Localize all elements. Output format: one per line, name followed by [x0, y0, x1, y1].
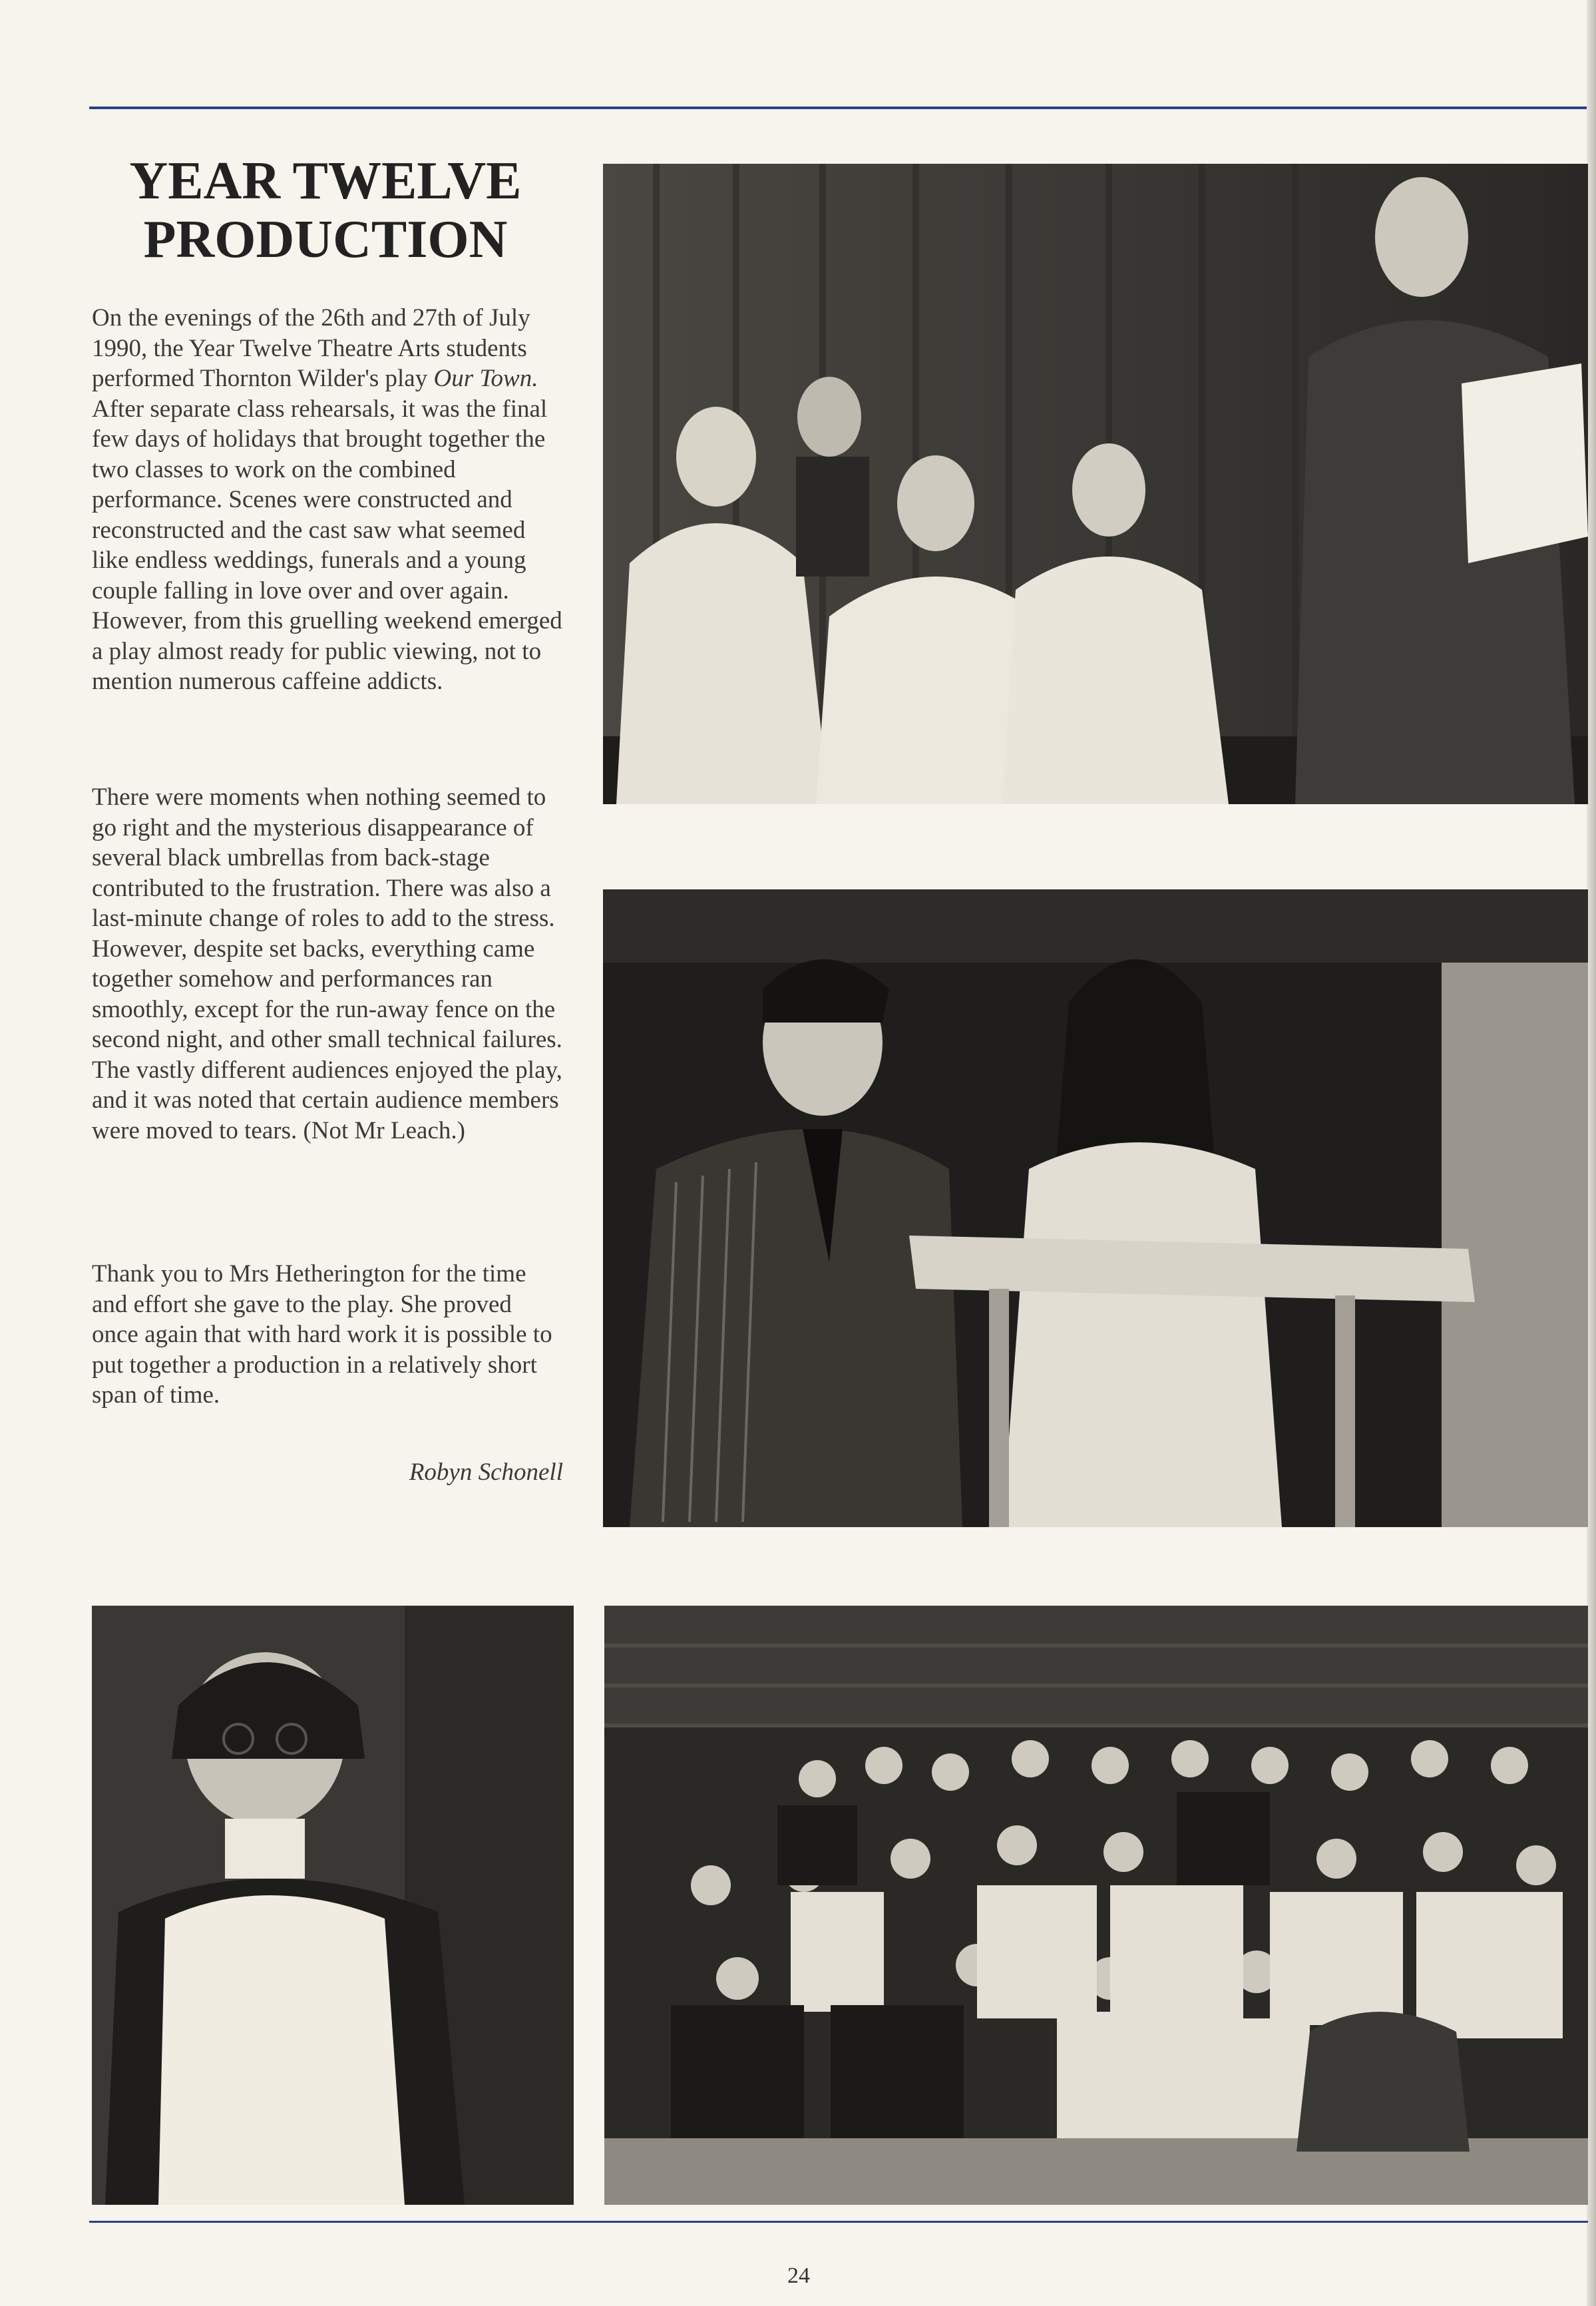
paragraph-2: There were moments when nothing seemed to go right and the mysterious disappearance of several black umbrellas from back-stage contributed to the frustration. There was also a last-minute change of roles to add to the stress. However, despite set backs, everything came together somehow and performances ran smoothly, except for the run-away fence on the second night, and other small technical failures. The vastly different audiences enjoyed the play, and it was noted that certain audience members were moved to tears. (Not Mr Leach.) [92, 784, 562, 1144]
paragraph-1 [92, 303, 563, 697]
photo-cast-group [604, 1606, 1588, 2205]
article-title: YEAR TWELVE PRODUCTION [129, 152, 522, 269]
photo-portrait [92, 1606, 574, 2205]
author-byline: Robyn Schonell [409, 1459, 563, 1486]
paragraph-1-text: On the evenings of the 26th and 27th of July 1990, the Year Twelve Theatre Arts students performed Thornton Wilder's play [92, 304, 530, 392]
play-title: Our Town. [433, 365, 538, 392]
photo-stage-scene [603, 164, 1588, 804]
photo-two-performers [603, 889, 1588, 1527]
paragraph-3: Thank you to Mrs Hetherington for the time and effort she gave to the play. She proved once again that with hard work it is possible to put together a production in a relatively short span of time. [92, 1260, 552, 1409]
page-number: 24 [787, 2263, 810, 2288]
top-rule [89, 107, 1588, 109]
paragraph-1-text-cont: After separate class rehearsals, it was the final few days of holidays that brought together the two classes to work on the combined performance. Scenes were constructed and reconstructed and the cast saw what seemed like endless weddings, funerals and a young couple falling in love over and over again. However, from this gruelling weekend emerged a play almost ready for public viewing, not to mention numerous caffeine addicts. [92, 395, 562, 695]
page-edge [1587, 0, 1596, 2306]
bottom-rule [89, 2221, 1588, 2223]
